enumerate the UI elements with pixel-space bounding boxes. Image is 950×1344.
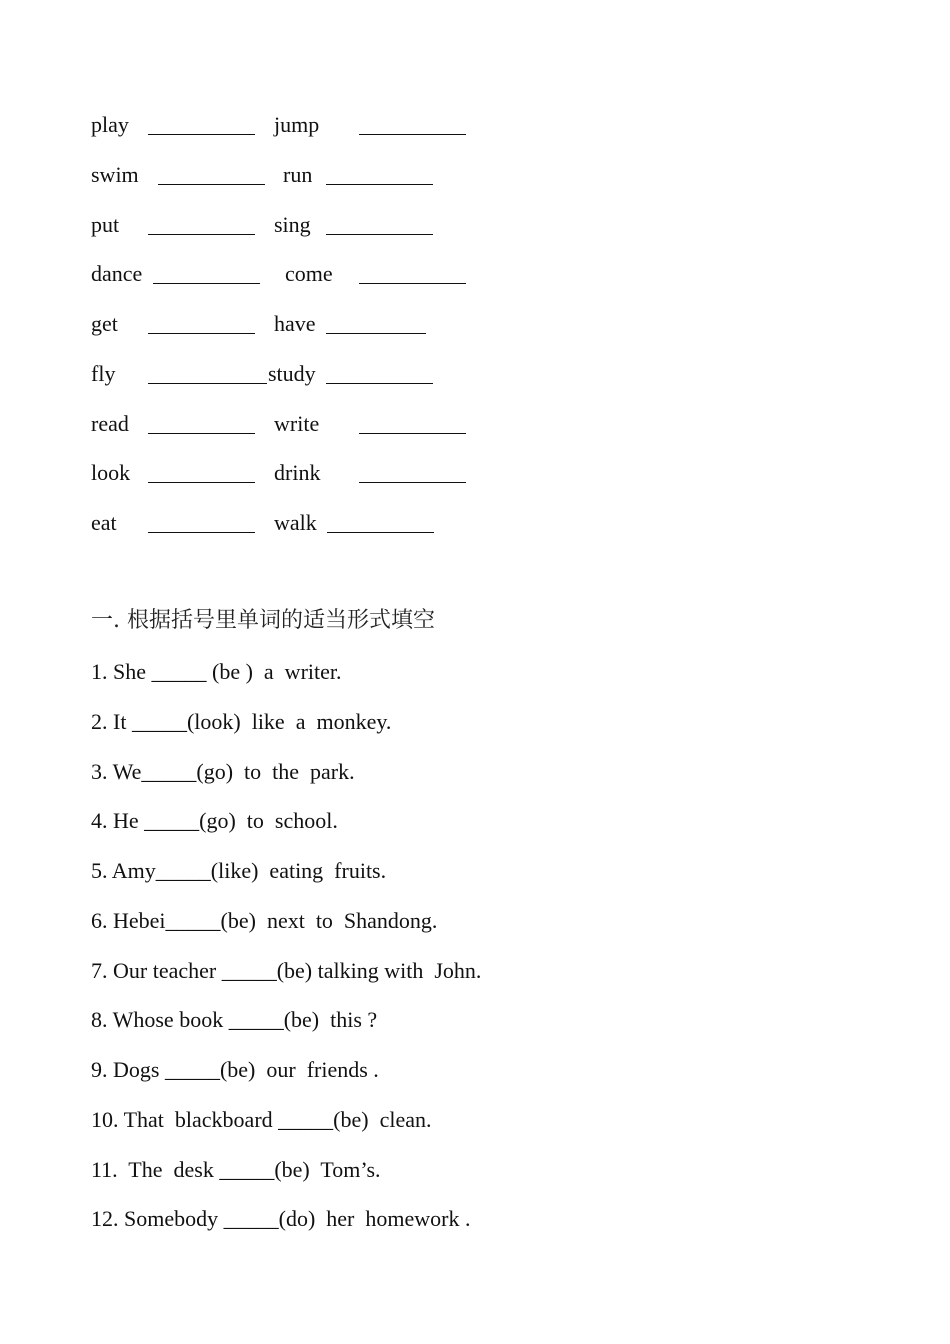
left-word: swim	[91, 162, 139, 187]
left-word: dance	[91, 261, 143, 286]
question-item: 1. She _____ (be ) a writer.	[91, 659, 342, 684]
question-item: 9. Dogs _____(be) our friends .	[91, 1057, 379, 1082]
right-word: come	[285, 261, 333, 286]
question-item: 6. Hebei_____(be) next to Shandong.	[91, 908, 438, 933]
left-word: eat	[91, 510, 117, 535]
left-word: look	[91, 460, 131, 485]
answer-blank	[359, 134, 466, 135]
left-word: read	[91, 411, 129, 436]
word-pair-row	[0, 508, 950, 538]
word-pair-row	[0, 458, 950, 488]
word-pair-row	[0, 259, 950, 289]
answer-blank	[148, 433, 255, 434]
answer-blank	[153, 283, 260, 284]
answer-blank	[326, 184, 433, 185]
right-word: run	[283, 162, 313, 187]
answer-blank	[148, 532, 255, 533]
word-pair-row	[0, 110, 950, 140]
answer-blank	[326, 383, 433, 384]
question-item: 12. Somebody _____(do) her homework .	[91, 1206, 471, 1231]
question-item: 4. He _____(go) to school.	[91, 808, 338, 833]
answer-blank	[359, 433, 466, 434]
right-word: sing	[274, 212, 311, 237]
answer-blank	[327, 532, 434, 533]
right-word: have	[274, 311, 316, 336]
question-item: 7. Our teacher _____(be) talking with John.	[91, 958, 482, 983]
answer-blank	[148, 482, 255, 483]
question-item: 2. It _____(look) like a monkey.	[91, 709, 392, 734]
word-pair-row	[0, 309, 950, 339]
right-word: drink	[274, 460, 321, 485]
answer-blank	[158, 184, 265, 185]
left-word: fly	[91, 361, 116, 386]
left-word: play	[91, 112, 129, 137]
answer-blank	[359, 283, 466, 284]
answer-blank	[148, 383, 267, 384]
question-item: 8. Whose book _____(be) this ?	[91, 1007, 378, 1032]
answer-blank	[359, 482, 466, 483]
word-pair-row	[0, 359, 950, 389]
answer-blank	[148, 134, 255, 135]
question-item: 10. That blackboard _____(be) clean.	[91, 1107, 432, 1132]
right-word: jump	[274, 112, 320, 137]
right-word: study	[268, 361, 316, 386]
right-word: write	[274, 411, 320, 436]
word-pair-row	[0, 160, 950, 190]
answer-blank	[148, 234, 255, 235]
question-item: 3. We_____(go) to the park.	[91, 759, 355, 784]
answer-blank	[326, 234, 433, 235]
left-word: get	[91, 311, 118, 336]
word-pair-row	[0, 409, 950, 439]
left-word: put	[91, 212, 120, 237]
answer-blank	[148, 333, 255, 334]
question-item: 11. The desk _____(be) Tom’s.	[91, 1157, 381, 1182]
word-pair-row	[0, 210, 950, 240]
question-item: 5. Amy_____(like) eating fruits.	[91, 858, 387, 883]
section-heading: 一. 根据括号里单词的适当形式填空	[91, 608, 435, 633]
answer-blank	[326, 333, 426, 334]
right-word: walk	[274, 510, 317, 535]
